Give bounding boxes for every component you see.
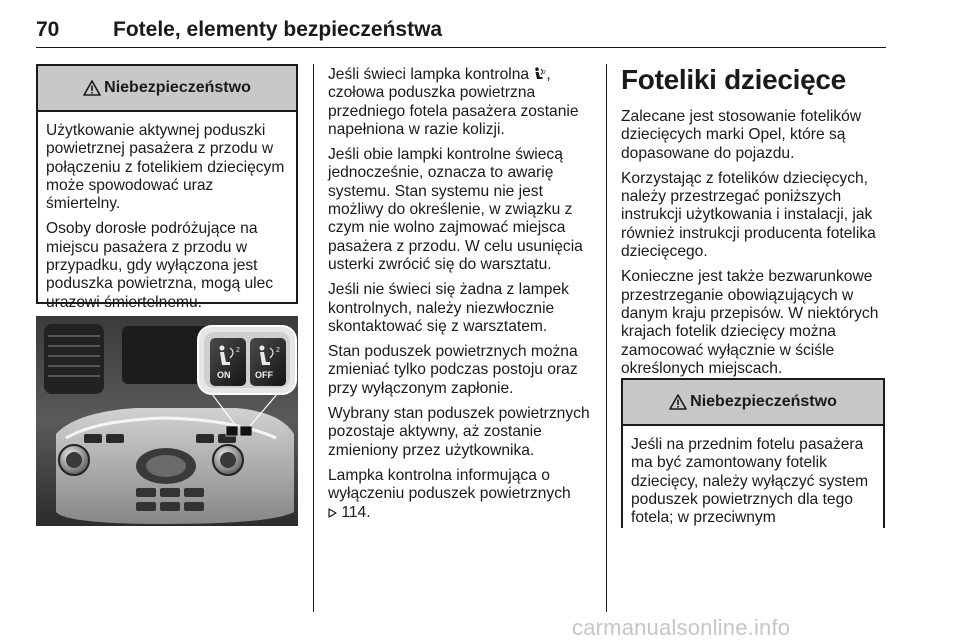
warning-paragraph: Jeśli na przednim fotelu pasażera ma być zamontowany fotelik dziecięcy, należy wyłączyć system poduszek powietrznych dla tego fotela; w przeciwnym	[631, 436, 869, 527]
warning-heading	[623, 380, 883, 426]
middle-column	[328, 66, 594, 529]
paragraph: Stan poduszek powietrznych można zmieniać tylko podczas postoju oraz przy wyłączonym zapłonie.	[328, 343, 578, 397]
warning-box-left	[36, 64, 298, 311]
right-column	[621, 64, 885, 385]
svg-text:2: 2	[276, 347, 280, 354]
paragraph-reference	[328, 467, 594, 522]
paragraph: Wybrany stan poduszek powietrznych pozostaje aktywny, aż zostanie zmieniony przez użytkownika.	[328, 405, 590, 459]
passenger-airbag-icon	[533, 67, 546, 81]
paragraph-text: Lampka kontrolna informująca o wyłączeniu poduszek powietrznych	[328, 466, 571, 503]
column-divider-1	[313, 64, 314, 612]
svg-text:2: 2	[543, 70, 547, 76]
warning-paragraph: Osoby dorosłe podróżujące na miejscu pasażera z przodu w przypadku, gdy wyłączona jest poduszka powietrzna, mogą ulec urazowi śmiertelnemu.	[46, 220, 274, 311]
warning-paragraph: Użytkowanie aktywnej poduszki powietrznej pasażera z przodu w połączeniu z fotelikiem dziecięcym może spowodować uraz śmiertelny.	[46, 122, 285, 213]
warning-body	[623, 426, 883, 542]
switch-on-label: ON	[217, 370, 231, 380]
warning-heading	[38, 66, 296, 112]
svg-text:2: 2	[236, 347, 240, 354]
paragraph-airbag-light	[328, 66, 594, 139]
switch-off-label: OFF	[255, 370, 273, 380]
running-title: Fotele, elementy bezpieczeństwa	[113, 18, 443, 41]
paragraph: Korzystając z fotelików dziecięcych, należy przestrzegać poniższych instrukcji użytkowania i instalacji, jak również instrukcji producenta fotelika dziecięcego.	[621, 169, 876, 261]
dashboard-illustration	[36, 316, 298, 526]
warning-box-right	[621, 378, 885, 528]
paragraph-text: , czołowa poduszka powietrzna przedniego fotela pasażera zostanie napełniona w razie kolizji.	[328, 66, 579, 138]
paragraph-text: Jeśli świeci lampka kontrolna	[328, 66, 530, 83]
watermark: carmanualsonline.info	[572, 615, 791, 640]
airbag-switch-photo	[36, 316, 298, 526]
warning-heading-text: Niebezpieczeństwo	[104, 79, 251, 96]
section-title: Foteliki dziecięce	[621, 64, 846, 95]
warning-heading-text: Niebezpieczeństwo	[690, 393, 837, 410]
column-divider-2	[606, 64, 607, 612]
paragraph: Jeśli obie lampki kontrolne świecą jednocześnie, oznacza to awarię systemu. Stan systemu nie jest możliwy do określenie, w związku z czym nie wolno zajmować miejsca pasażera z przodu. W celu usunięcia usterki zwrócić się do warsztatu.	[328, 146, 583, 273]
warning-triangle-icon	[83, 80, 101, 96]
warning-body	[38, 112, 296, 327]
page-header	[36, 18, 886, 48]
page-reference-arrow-icon	[328, 508, 337, 518]
page-number: 70	[36, 18, 60, 41]
warning-triangle-icon	[669, 394, 687, 410]
header-rule	[36, 47, 886, 48]
page-reference-link[interactable]: 114.	[341, 503, 371, 521]
paragraph: Zalecane jest stosowanie fotelików dziecięcych marki Opel, które są dopasowane do pojazdu.	[621, 108, 862, 162]
paragraph: Konieczne jest także bezwarunkowe przestrzeganie obowiązujących w danym kraju przepisów. W niektórych krajach fotelik dziecięcy można zamocować wyłącznie w ściśle określonych miejscach.	[621, 268, 879, 377]
paragraph: Jeśli nie świeci się żadna z lampek kontrolnych, należy niezwłocznie skontaktować się z warsztatem.	[328, 281, 569, 335]
